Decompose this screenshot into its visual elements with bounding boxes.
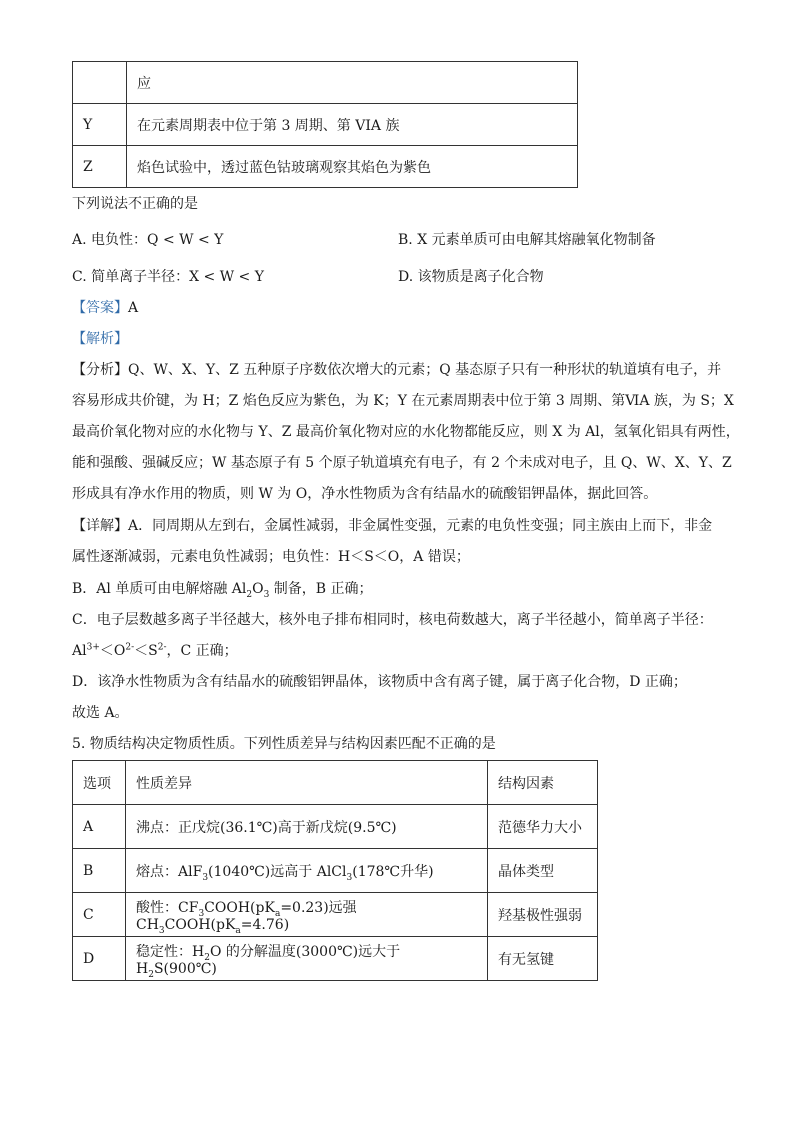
detail-text: O — [252, 581, 264, 597]
superscript: 2- — [125, 642, 135, 653]
subscript: a — [274, 908, 281, 919]
detail-line: 属性逐渐减弱，元素电负性减弱；电负性：H＜S＜O，A 错误； — [72, 549, 470, 565]
detail-text: ＜O — [99, 643, 126, 659]
subscript: 3 — [346, 872, 353, 883]
row-label — [73, 62, 127, 104]
detail-line: 故选 A。 — [72, 705, 129, 721]
header-diff: 性质差异 — [126, 761, 488, 805]
header-option: 选项 — [73, 761, 126, 805]
detail-tag: 【详解】 — [72, 518, 128, 534]
row-factor: 羟基极性强弱 — [488, 893, 598, 937]
row-diff: 沸点：正戊烷(36.1℃)高于新戊烷(9.5℃) — [126, 805, 488, 849]
diff-text: COOH(pK — [204, 899, 275, 916]
row-text: 在元素周期表中位于第 3 周期、第 VIA 族 — [127, 104, 578, 146]
analysis-tag: 【解析】 — [72, 331, 128, 347]
diff-text: S(900℃) — [153, 960, 217, 977]
row-diff — [126, 893, 488, 937]
analysis-sub-tag: 【分析】 — [72, 362, 128, 378]
property-table — [72, 760, 598, 981]
detail-text: A．同周期从左到右，金属性减弱，非金属性变强，元素的电负性变强；同主族由上而下，非金 — [128, 518, 713, 534]
superscript: 2- — [157, 642, 167, 653]
analysis-text: Q、W、X、Y、Z 五种原子序数依次增大的元素；Q 基态原子只有一种形状的轨道填有电子，并 — [128, 362, 722, 378]
table-header-row — [73, 761, 598, 805]
analysis-line: 最高价氧化物对应的水化物与 Y、Z 最高价氧化物对应的水化物都能反应，则 X 为 Al，氢氧化铝具有两性， — [72, 424, 740, 440]
question-prompt: 下列说法不正确的是 — [72, 196, 198, 212]
diff-text: =4.76) — [240, 916, 290, 933]
detail-line: D．该净水性物质为含有结晶水的硫酸铝钾晶体，该物质中含有离子键，属于离子化合物，D 正确； — [72, 674, 687, 690]
diff-text: 稳定性：H — [136, 943, 205, 960]
subscript: 3 — [263, 589, 270, 600]
table-row — [73, 104, 578, 146]
diff-text: =0.23)远强 CH — [136, 899, 357, 933]
option-a: A. 电负性：Q < W < Y — [72, 232, 224, 248]
row-option: C — [73, 893, 126, 937]
detail-line — [72, 516, 712, 536]
subscript: 3 — [198, 908, 205, 919]
detail-text: B．Al 单质可由电解熔融 Al — [72, 581, 247, 597]
detail-text: ，C 正确； — [166, 643, 238, 659]
answer-line — [72, 298, 138, 318]
row-label: Z — [73, 146, 127, 188]
detail-text: 制备，B 正确； — [269, 581, 373, 597]
detail-text: Al — [72, 643, 87, 659]
table-row — [73, 146, 578, 188]
subscript: 2 — [204, 952, 210, 963]
subscript: 3 — [202, 872, 209, 883]
diff-text: (1040℃)远高于 AlCl — [208, 863, 347, 880]
option-c: C. 简单离子半径：X < W < Y — [72, 269, 264, 285]
detail-line — [72, 641, 238, 661]
header-factor: 结构因素 — [488, 761, 598, 805]
diff-text: 熔点：AlF — [136, 863, 203, 880]
answer-tag: 【答案】 — [72, 300, 128, 316]
table-row — [73, 62, 578, 104]
subscript: 2 — [148, 969, 154, 980]
answer-value: A — [128, 300, 139, 316]
row-text: 焰色试验中，透过蓝色钴玻璃观察其焰色为紫色 — [127, 146, 578, 188]
subscript: a — [235, 925, 241, 936]
analysis-line — [72, 360, 721, 380]
diff-text: O 的分解温度(3000℃)远大于 H — [136, 943, 401, 977]
diff-text: COOH(pK — [164, 916, 236, 933]
question-5-stem: 5. 物质结构决定物质性质。下列性质差异与结构因素匹配不正确的是 — [72, 736, 496, 752]
row-label: Y — [73, 104, 127, 146]
table-row — [73, 937, 598, 981]
analysis-line: 能和强酸、强碱反应；W 基态原子有 5 个原子轨道填充有电子，有 2 个未成对电子，且 Q、W、X、Y、Z — [72, 455, 732, 471]
row-option: B — [73, 849, 126, 893]
option-b: B. X 元素单质可由电解其熔融氧化物制备 — [398, 232, 656, 248]
table-row — [73, 805, 598, 849]
table-row — [73, 849, 598, 893]
diff-text: 酸性：CF — [136, 899, 199, 916]
superscript: 3+ — [86, 642, 100, 653]
row-diff — [126, 937, 488, 981]
row-option: A — [73, 805, 126, 849]
detail-text: ＜S — [134, 643, 158, 659]
analysis-line: 形成具有净水作用的物质，则 W 为 O，净水性物质为含有结晶水的硫酸铝钾晶体，据此回答。 — [72, 486, 658, 502]
analysis-line: 容易形成共价键，为 H；Z 焰色反应为紫色，为 K；Y 在元素周期表中位于第 3 周期、第ⅥA 族，为 S；X — [72, 393, 734, 409]
row-factor: 范德华力大小 — [488, 805, 598, 849]
option-d: D. 该物质是离子化合物 — [398, 269, 544, 285]
detail-line: C．电子层数越多离子半径越大，核外电子排布相同时，核电荷数越大，离子半径越小，简单离子半径： — [72, 612, 713, 628]
row-option: D — [73, 937, 126, 981]
row-text: 应 — [127, 62, 578, 104]
row-factor: 晶体类型 — [488, 849, 598, 893]
element-info-table — [72, 61, 578, 188]
subscript: 3 — [158, 925, 165, 936]
diff-text: (178℃升华) — [352, 863, 434, 880]
table-row — [73, 893, 598, 937]
row-factor: 有无氢键 — [488, 937, 598, 981]
detail-line — [72, 579, 373, 599]
row-diff — [126, 849, 488, 893]
subscript: 2 — [246, 589, 253, 600]
